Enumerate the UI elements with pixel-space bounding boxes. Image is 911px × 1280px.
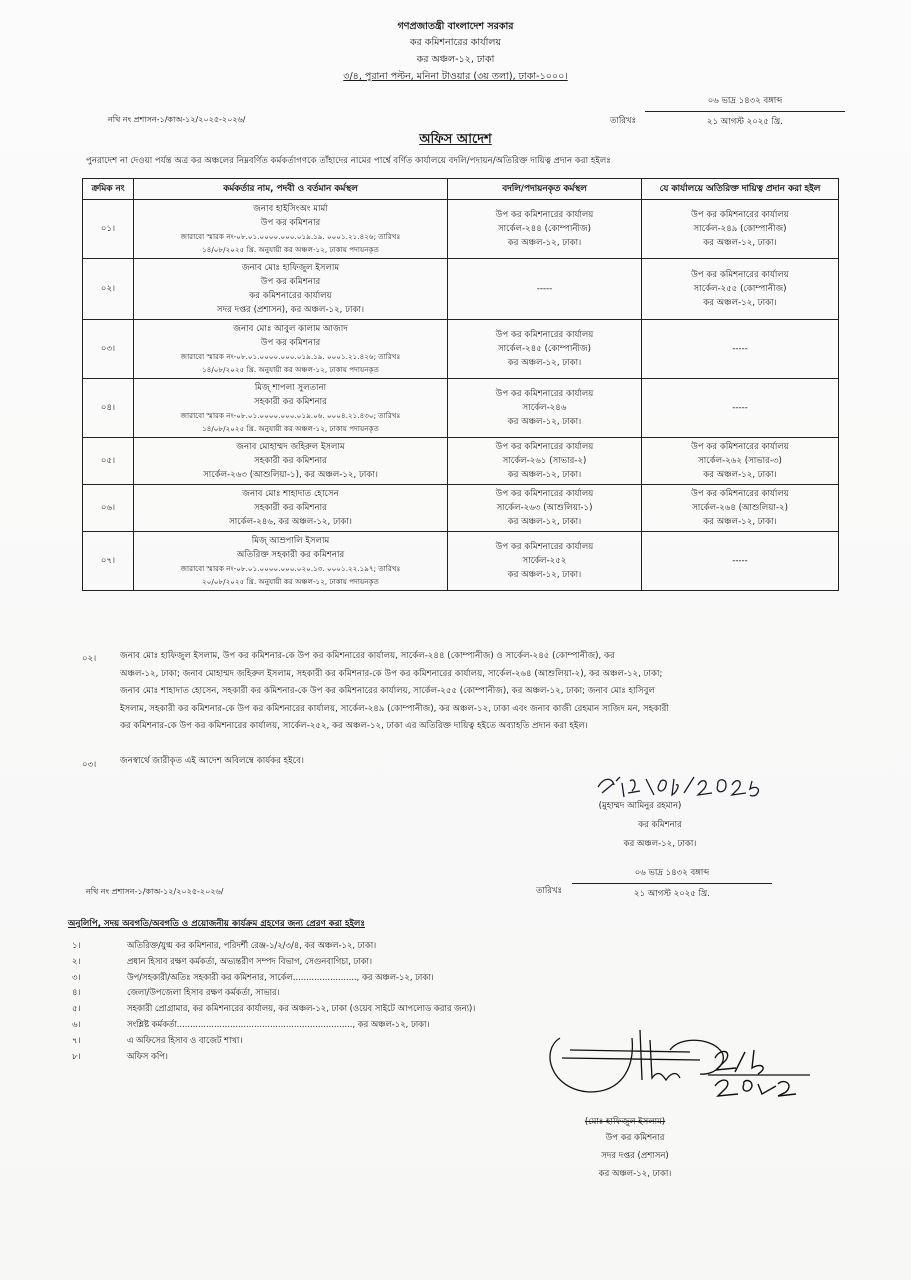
serial-number: ০৩। bbox=[83, 320, 134, 379]
additional-line: সার্কেল-২৬২ (সাভার-৩) bbox=[698, 456, 782, 466]
col-posting: বদলি/পদায়নকৃত কর্মস্থল bbox=[448, 179, 642, 200]
paragraph-03 bbox=[120, 753, 850, 771]
list-item-number: ৪। bbox=[72, 987, 81, 998]
officer-name: মিজ্ আম্রপালি ইসলাম bbox=[251, 536, 330, 546]
intro-text: পুনরাদেশ না দেওয়া পর্যন্ত অত্র কর অঞ্চলের নিম্নবর্ণিত কর্মকর্তাগণকে তাঁহাদের নামের পার্শ্বে বর্ণিত কার্যালয়ে বদলি/পদায়ন/অতিরিক্ত দায়িত্ব প্রদান করা হইলঃ bbox=[86, 156, 611, 166]
additional-charge-cell bbox=[642, 200, 839, 259]
signer-name: (মুহাম্মদ আমিনুর রহমান) bbox=[598, 801, 682, 811]
paragraph-line: অঞ্চল-১২, ঢাকা; জনাব মোহাম্মদ জহিরুল ইসলাম, সহকারী কর কমিশনার-কে উপ কর কমিশনারের কার্যালয়, সার্কেল-২৬৪ (আশুলিয়া-২), কর অঞ্চল-১২, ঢাকা; bbox=[120, 668, 663, 679]
list-item-number: ৮। bbox=[72, 1050, 81, 1061]
list-item-text: জেলা/উপজেলা হিসাব রক্ষণ কর্মকর্তা, সাভার। bbox=[127, 987, 280, 998]
paragraph-line: ইসলাম, সহকারী কর কমিশনার-কে উপ কর কমিশনারের কার্যালয়, সার্কেল-২৪৯ (কোম্পানীজ), কর অঞ্চল-১২, ঢাকা এবং জনাব কাজী রেহমান সাজিদ মন, সহকারী bbox=[120, 703, 669, 714]
officer-designation: উপ কর কমিশনার bbox=[260, 218, 321, 228]
current-workplace: সার্কেল-২৪৬, কর অঞ্চল-১২, ঢাকা। bbox=[229, 517, 352, 527]
current-workplace-detail: ১৪/০৮/২০২৫ খ্রি. অনুযায়ী কর অঞ্চল-১২, ঢাকায় পদায়নকৃত bbox=[202, 365, 379, 374]
list-item-text: অতিরিক্ত/যুগ্ম কর কমিশনার, পরিদর্শী রেঞ্জ-১/২/৩/৪, কর অঞ্চল-১২, ঢাকা। bbox=[127, 940, 377, 950]
memo-number: নথি নং প্রশাসন-১/কাঅ-১২/২০২৫-২০২৬/ bbox=[108, 115, 246, 124]
additional-line: উপ কর কমিশনারের কার্যালয় bbox=[691, 489, 789, 499]
office-name: কর কমিশনারের কার্যালয় bbox=[409, 37, 502, 48]
date-bangla: ০৬ ভাদ্র ১৪৩২ বঙ্গাব্দ bbox=[645, 94, 845, 112]
copy-heading: অনুলিপি, সদয় অবগতি/অবগতি ও প্রয়োজনীয় কার্যক্রম গ্রহণের জন্য প্রেরণ করা হইলঃ bbox=[68, 919, 365, 929]
govt-name: গণপ্রজাতন্ত্রী বাংলাদেশ সরকার bbox=[397, 21, 514, 32]
table-row bbox=[83, 200, 839, 259]
posting-cell bbox=[448, 320, 642, 379]
table-row bbox=[83, 259, 839, 320]
paragraph-line: জনাব মোঃ শাহাদাত হোসেন, সহকারী কর কমিশনার-কে উপ কর কমিশনারের কার্যালয়, সার্কেল-২৫৫ (কোম্পানীজ), কর অঞ্চল-১২, ঢাকা; জনাব মোঃ হাসিবুল bbox=[120, 686, 655, 696]
officer-designation: উপ কর কমিশনার bbox=[260, 277, 321, 287]
copy-date-label: তারিখঃ bbox=[536, 886, 563, 896]
serial-number: ০৫। bbox=[83, 438, 134, 485]
officer-designation: সহকারী কর কমিশনার bbox=[254, 397, 327, 407]
current-workplace: জারাবো স্মারক নং-০৮.০১.০০০০.০০০.০১৯.১৯. ০০০১.২১.৪২৬; তারিখঃ bbox=[180, 352, 401, 361]
posting-line: কর অঞ্চল-১২, ঢাকা। bbox=[507, 417, 582, 427]
col-officer: কর্মকর্তার নাম, পদবী ও বর্তমান কর্মস্থল bbox=[134, 179, 448, 200]
posting-line: কর অঞ্চল-১২, ঢাকা। bbox=[507, 470, 582, 480]
table-row bbox=[83, 320, 839, 379]
officer-name: জনাব হাইসিংঅং মার্মা bbox=[253, 204, 328, 214]
officer-cell bbox=[134, 438, 448, 485]
additional-charge-cell bbox=[642, 320, 839, 379]
date-label: তারিখঃ bbox=[610, 116, 637, 126]
signer-office: কর অঞ্চল-১২, ঢাকা। bbox=[623, 839, 697, 849]
para-number: ০৩। bbox=[82, 760, 97, 770]
officer-name: জনাব মোঃ আবুল কালাম আজাদ bbox=[233, 324, 348, 334]
current-workplace: জারাবো স্মারক নং-০৮.০১.০০০০.০০০.০২০.১৩. ০০০১.২২.১৯৭; তারিখঃ bbox=[180, 564, 401, 573]
additional-line: উপ কর কমিশনারের কার্যালয় bbox=[691, 270, 789, 280]
posting-line: কর অঞ্চল-১২, ঢাকা। bbox=[507, 238, 582, 248]
additional-line: উপ কর কমিশনারের কার্যালয় bbox=[691, 210, 789, 220]
current-workplace: জারাবো স্মারক নং-০৮.০১.০০০০.০০০.০১৯.০৬. ০০০৪.২১.৪৩০; তারিখঃ bbox=[180, 411, 401, 420]
officer-table bbox=[82, 178, 839, 591]
table-row bbox=[83, 379, 839, 438]
additional-line: কর অঞ্চল-১২, ঢাকা। bbox=[703, 470, 777, 480]
posting-line: কর অঞ্চল-১২, ঢাকা। bbox=[507, 517, 582, 527]
signer2-name: (মোঃ হাফিজুল ইসলাম) bbox=[584, 1117, 666, 1127]
list-item-text: এ অফিসের হিসাব ও বাজেট শাখা। bbox=[127, 1034, 243, 1045]
posting-line: উপ কর কমিশনারের কার্যালয় bbox=[495, 489, 594, 499]
paragraph-line: কর কমিশনার-কে উপ কর কমিশনারের কার্যালয়, সার্কেল-২৫২, কর অঞ্চল-১২, ঢাকা এর অতিরিক্ত দায়িত্ব হইতে অব্যাহতি প্রদান করা হইল। bbox=[120, 721, 588, 731]
table-header-row bbox=[83, 179, 839, 200]
officer-name: জনাব মোঃ হাফিজুল ইসলাম bbox=[241, 263, 340, 273]
col-additional: যে কার্যালয়ে অতিরিক্ত দায়িত্ব প্রদান করা হইল bbox=[642, 179, 839, 200]
current-workplace: সার্কেল-২৬৩ (আশুলিয়া-১), কর অঞ্চল-১২, ঢাকা। bbox=[203, 470, 378, 480]
posting-line: উপ কর কমিশনারের কার্যালয় bbox=[495, 389, 594, 399]
list-item-number: ২। bbox=[72, 955, 81, 966]
posting-cell bbox=[448, 200, 642, 259]
serial-number: ০১। bbox=[83, 200, 134, 259]
list-item-text: সহকারী প্রোগ্রামার, কর কমিশনারের কার্যালয়, কর অঞ্চল-১২, ঢাকা (ওয়েব সাইটে আপলোড করার জন্য)। bbox=[127, 1003, 476, 1014]
officer-name: জনাব মোহাম্মদ জহিরুল ইসলাম bbox=[236, 442, 345, 452]
signer2-designation: উপ কর কমিশনার bbox=[605, 1133, 665, 1143]
list-item bbox=[72, 938, 632, 954]
additional-line: ----- bbox=[732, 403, 748, 413]
additional-line: সার্কেল-২৪৯ (কোম্পানীজ) bbox=[693, 224, 787, 234]
table-row bbox=[83, 438, 839, 485]
posting-line: সার্কেল-২৬১ (সাভার-২) bbox=[502, 456, 587, 466]
officer-designation: উপ কর কমিশনার bbox=[260, 338, 321, 348]
posting-line: উপ কর কমিশনারের কার্যালয় bbox=[495, 210, 594, 220]
additional-charge-cell bbox=[642, 259, 839, 320]
posting-line: উপ কর কমিশনারের কার্যালয় bbox=[495, 442, 594, 452]
copy-memo-number: নথি নং প্রশাসন-১/কাঅ-১২/২০২৫-২০২৬/ bbox=[86, 887, 224, 896]
page-title: অফিস আদেশ bbox=[419, 132, 492, 147]
list-item-text: উপ/সহকারী/অতিঃ সহকারী কর কমিশনার, সার্কেল........................, কর অঞ্চল-১২, ঢাকা। bbox=[127, 971, 434, 982]
list-item-number: ৩। bbox=[72, 971, 81, 982]
list-item bbox=[72, 1001, 632, 1017]
officer-designation: সহকারী কর কমিশনার bbox=[254, 456, 327, 466]
date-gregorian: ২১ আগস্ট ২০২৫ খ্রি. bbox=[707, 117, 783, 127]
serial-number: ০২। bbox=[83, 259, 134, 320]
additional-line: কর অঞ্চল-১২, ঢাকা। bbox=[703, 298, 777, 308]
copy-date-gregorian: ২১ আগস্ট ২০২৫ খ্রি. bbox=[634, 889, 710, 899]
office-address: ৩/৪, পুরানা পল্টন, মনিনা টাওয়ার (৩য় তলা), ঢাকা-১০০০। bbox=[343, 71, 568, 82]
officer-cell bbox=[134, 532, 448, 591]
additional-charge-cell bbox=[642, 379, 839, 438]
paragraph-line: জনস্বার্থে জারীকৃত এই আদেশ অবিলম্বে কার্যকর হইবে। bbox=[120, 756, 304, 766]
signer-designation: কর কমিশনার bbox=[638, 820, 682, 830]
list-item-number: ৬। bbox=[72, 1018, 81, 1029]
officer-cell bbox=[134, 379, 448, 438]
list-item-number: ৭। bbox=[72, 1034, 81, 1045]
additional-line: কর অঞ্চল-১২, ঢাকা। bbox=[703, 238, 777, 248]
serial-number: ০৪। bbox=[83, 379, 134, 438]
serial-number: ০৭। bbox=[83, 532, 134, 591]
officer-cell bbox=[134, 320, 448, 379]
list-item-text: অফিস কপি। bbox=[127, 1050, 168, 1061]
table-row bbox=[83, 532, 839, 591]
paragraph-line: জনাব মোঃ হাফিজুল ইসলাম, উপ কর কমিশনার-কে উপ কর কমিশনারের কার্যালয়, সার্কেল-২৪৪ (কোম্পানীজ) ও সার্কেল-২৪৫ (কোম্পানীজ), কর bbox=[120, 651, 615, 661]
list-item bbox=[72, 985, 632, 1001]
col-serial: ক্রমিক নং bbox=[83, 179, 134, 200]
posting-line: কর অঞ্চল-১২, ঢাকা। bbox=[507, 570, 582, 580]
posting-line: সার্কেল-২৪৫ (কোম্পানীজ) bbox=[497, 344, 592, 354]
posting-line: উপ কর কমিশনারের কার্যালয় bbox=[495, 542, 594, 552]
serial-number: ০৬। bbox=[83, 485, 134, 532]
date-block bbox=[645, 94, 845, 129]
officer-name: মিজ্ শাপলা সুলতানা bbox=[254, 383, 327, 393]
list-item bbox=[72, 954, 632, 970]
additional-line: কর অঞ্চল-১২, ঢাকা। bbox=[703, 517, 777, 527]
additional-line: ----- bbox=[732, 556, 748, 566]
posting-line: উপ কর কমিশনারের কার্যালয় bbox=[495, 330, 594, 340]
copy-date-block bbox=[572, 866, 772, 901]
current-workplace-detail: ১৪/০৮/২০২৫ খ্রি. অনুযায়ী কর অঞ্চল-১২, ঢাকায় পদায়নকৃত bbox=[202, 424, 379, 433]
additional-line: সার্কেল-২৫৫ (কোম্পানীজ) bbox=[693, 284, 787, 294]
current-workplace-detail: ১৪/০৮/২০২৫ খ্রি. অনুযায়ী কর অঞ্চল-১২, ঢাকায় পদায়নকৃত bbox=[202, 245, 379, 254]
current-workplace-detail: সদর দপ্তর (প্রশাসন), কর অঞ্চল-১২, ঢাকা। bbox=[216, 305, 365, 315]
signer2-office: কর অঞ্চল-১২, ঢাকা। bbox=[598, 1169, 672, 1179]
posting-cell bbox=[448, 532, 642, 591]
posting-cell bbox=[448, 259, 642, 320]
posting-line: সার্কেল-২৬৩ (আশুলিয়া-১) bbox=[496, 503, 593, 513]
additional-line: উপ কর কমিশনারের কার্যালয় bbox=[691, 442, 789, 452]
current-workplace-detail: ২০/০৮/২০২৫ খ্রি. অনুযায়ী কর অঞ্চল-১২, ঢাকায় পদায়নকৃত bbox=[202, 577, 379, 586]
posting-line: সার্কেল-২৫২ bbox=[522, 556, 567, 566]
posting-cell bbox=[448, 438, 642, 485]
officer-designation: সহকারী কর কমিশনার bbox=[254, 503, 327, 513]
officer-name: জনাব মোঃ শাহাদাত হোসেন bbox=[242, 489, 339, 499]
current-workplace: জারাবো স্মারক নং-০৮.০১.০০০০.০০০.০১৯.১৯. ০০০১.২১.৪২৬; তারিখঃ bbox=[180, 232, 401, 241]
para-number: ০২। bbox=[82, 654, 97, 664]
officer-cell bbox=[134, 485, 448, 532]
list-item-text: প্রধান হিসাব রক্ষণ কর্মকর্তা, অভ্যন্তরীণ সম্পদ বিভাগ, সেগুনবাগিচা, ঢাকা। bbox=[127, 955, 372, 966]
additional-charge-cell bbox=[642, 438, 839, 485]
list-item-number: ৫। bbox=[72, 1003, 81, 1014]
list-item bbox=[72, 970, 632, 986]
zone-name: কর অঞ্চল-১২, ঢাকা bbox=[416, 54, 495, 65]
signer2-department: সদর দপ্তর (প্রশাসন) bbox=[601, 1151, 669, 1161]
officer-designation: অতিরিক্ত সহকারী কর কমিশনার bbox=[236, 550, 345, 560]
list-item-text: সংশ্লিষ্ট কর্মকর্তা.................................................................., কর অঞ্চল-১২, ঢাকা। bbox=[127, 1018, 430, 1029]
posting-line: সার্কেল-২৪৬ bbox=[522, 403, 567, 413]
current-workplace: কর কমিশনারের কার্যালয় bbox=[249, 291, 332, 301]
officer-cell bbox=[134, 200, 448, 259]
table-row bbox=[83, 485, 839, 532]
additional-charge-cell bbox=[642, 532, 839, 591]
additional-line: সার্কেল-২৬৪ (আশুলিয়া-২) bbox=[692, 503, 788, 513]
additional-line: ----- bbox=[732, 344, 748, 354]
copy-date-bangla: ০৬ ভাদ্র ১৪৩২ বঙ্গাব্দ bbox=[572, 866, 772, 884]
posting-line: ----- bbox=[536, 284, 553, 294]
posting-cell bbox=[448, 379, 642, 438]
list-item-number: ১। bbox=[72, 940, 81, 950]
additional-charge-cell bbox=[642, 485, 839, 532]
posting-line: সার্কেল-২৪৪ (কোম্পানীজ) bbox=[497, 224, 592, 234]
posting-cell bbox=[448, 485, 642, 532]
officer-cell bbox=[134, 259, 448, 320]
paragraph-02 bbox=[120, 648, 850, 736]
posting-line: কর অঞ্চল-১২, ঢাকা। bbox=[507, 358, 582, 368]
